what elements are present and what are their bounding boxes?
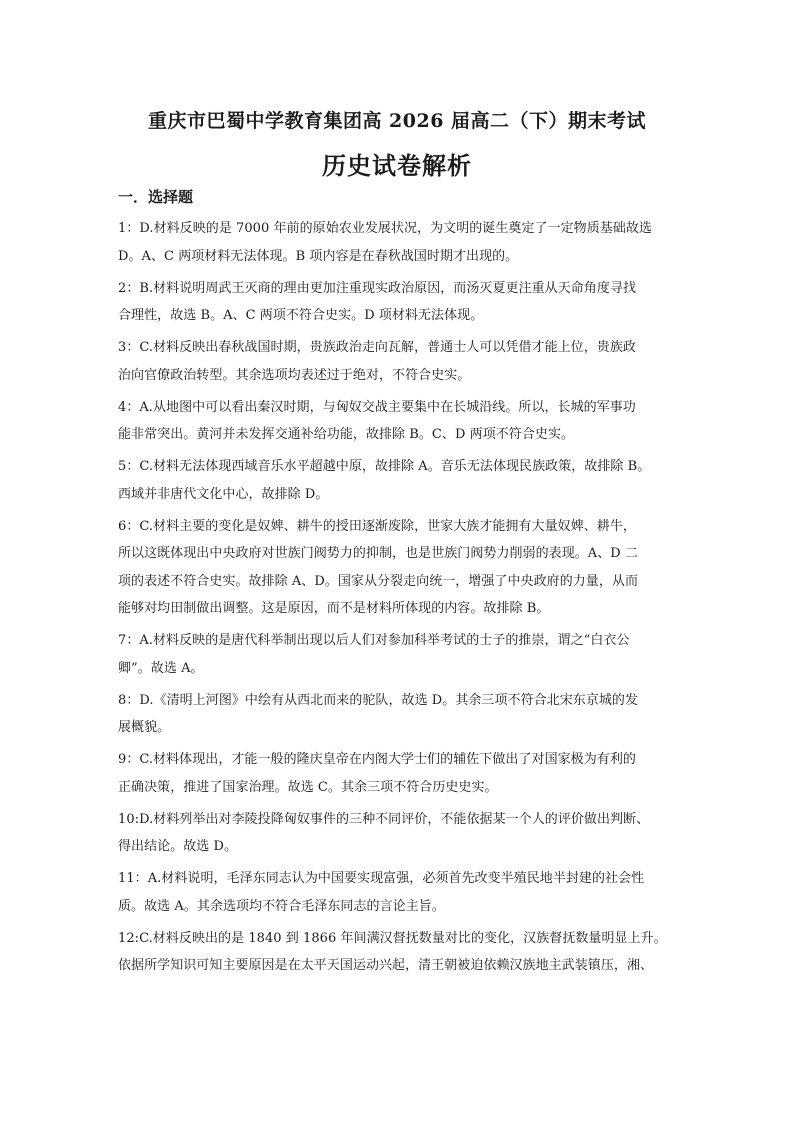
- answer-text-line: 1：D.材料反映的是 7000 年前的原始农业发展状况，为文明的诞生奠定了一定物质基础故选: [118, 221, 652, 236]
- answer-text-line: 9：C.材料体现出，才能一般的隆庆皇帝在内阁大学士们的辅佐下做出了对国家极为有利的: [118, 752, 636, 767]
- exam-subtitle: 历史试卷解析: [322, 151, 472, 180]
- answer-text-line: 展概貌。: [118, 720, 171, 735]
- answer-text-line: 10:D.材料列举出对李陵投降匈奴事件的三种不同评价，不能依据某一个人的评价做出判断、: [118, 811, 650, 827]
- answer-text-line: 5：C.材料无法体现西域音乐水平超越中原，故排除 A。音乐无法体现民族政策，故排除 B。: [118, 459, 651, 474]
- answer-text-line: 依据所学知识可知主要原因是在太平天国运动兴起，清王朝被迫依赖汉族地主武装镇压，湘、: [118, 958, 654, 973]
- answer-text-line: 所以这既体现出中央政府对世族门阀势力的抑制，也是世族门阀势力削弱的表现。A、D 二: [118, 546, 638, 561]
- answer-text-line: D。A、C 两项材料无法体现。B 项内容是在春秋战国时期才出现的。: [118, 248, 519, 264]
- answer-item: [118, 215, 682, 270]
- answer-text-line: 治向官僚政治转型。其余选项均表述过于绝对，不符合史实。: [118, 367, 471, 383]
- answer-item: [118, 687, 682, 742]
- answer-text-line: 8：D.《清明上河图》中绘有从西北而来的驼队，故选 D。其余三项不符合北宋东京城的发: [118, 692, 639, 708]
- answer-text-line: 合理性，故选 B。A、C 两项不符合史实。D 项材料无法体现。: [118, 308, 484, 323]
- answer-item: [118, 275, 682, 330]
- answer-item: [118, 925, 682, 980]
- answer-text-line: 得出结论。故选 D。: [118, 839, 238, 854]
- answer-text-line: 西域并非唐代文化中心，故排除 D。: [118, 486, 329, 502]
- answer-text-line: 能够对均田制做出调整。这是原因，而不是材料所体现的内容。故排除 B。: [118, 601, 550, 616]
- answer-text-line: 12:C.材料反映出的是 1840 到 1866 年间满汉督抚数量对比的变化，汉族督抚数量明显上升。: [118, 930, 667, 946]
- exam-title: 重庆市巴蜀中学教育集团高 2026 届高二（下）期末考试: [147, 110, 647, 132]
- answer-text-line: 11：A.材料说明，毛泽东同志认为中国要实现富强，必须首先改变半殖民地半封建的社会性: [118, 871, 645, 886]
- answer-text-line: 卿”。故选 A。: [118, 660, 204, 676]
- answer-text-line: 质。故选 A。其余选项均不符合毛泽东同志的言论主旨。: [118, 898, 445, 914]
- answer-item: [118, 453, 682, 508]
- answer-text-line: 4：A.从地图中可以看出秦汉时期，与匈奴交战主要集中在长城沿线。所以，长城的军事功: [118, 399, 636, 415]
- answer-item: [118, 394, 682, 449]
- answer-item: [118, 627, 682, 682]
- answer-text-line: 项的表述不符合史实。故排除 A、D。国家从分裂走向统一，增强了中央政府的力量，从而: [118, 573, 638, 589]
- answer-text-line: 3：C.材料反映出春秋战国时期，贵族政治走向瓦解，普通士人可以凭借才能上位，贵族政: [118, 340, 636, 355]
- answer-text-line: 能非常突出。黄河并未发挥交通补给功能，故排除 B。C、D 两项不符合史实。: [118, 427, 575, 442]
- answer-item: [118, 865, 682, 920]
- answer-item: [118, 746, 682, 801]
- answer-item: [118, 513, 682, 623]
- answer-text-line: 6：C.材料主要的变化是奴婢、耕牛的授田逐渐废除，世家大族才能拥有大量奴婢、耕牛，: [118, 518, 636, 534]
- answer-list: [118, 215, 682, 984]
- answer-text-line: 2：B.材料说明周武王灭商的理由更加注重现实政治原因，而汤灭夏更注重从天命角度寻找: [118, 280, 637, 296]
- answer-text-line: 正确决策，推进了国家治理。故选 C。其余三项不符合历史史实。: [118, 779, 498, 795]
- section-heading-multiple-choice: 一．选择题: [118, 188, 194, 206]
- answer-item: [118, 334, 682, 389]
- answer-text-line: 7：A.材料反映的是唐代科举制出现以后人们对参加科举考试的士子的推崇，谓之“白衣公: [118, 633, 630, 648]
- answer-item: [118, 806, 682, 861]
